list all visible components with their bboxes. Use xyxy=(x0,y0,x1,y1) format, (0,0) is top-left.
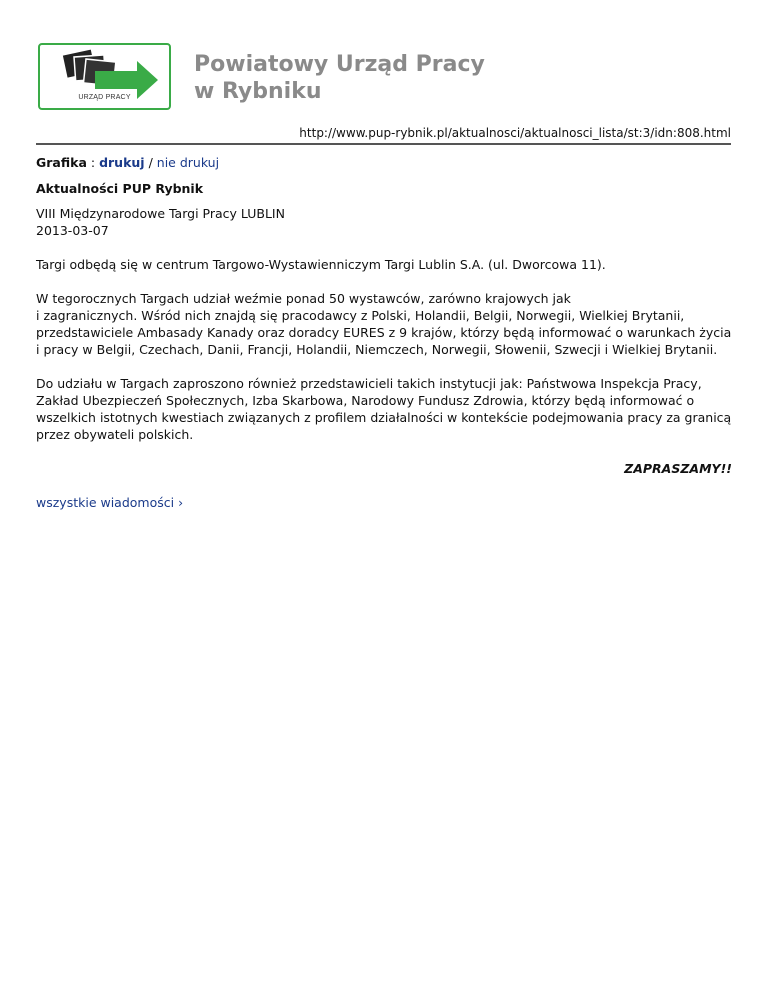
page-url: http://www.pup-rybnik.pl/aktualnosci/aktualnosci_lista/st:3/idn:808.html xyxy=(36,126,731,145)
brand-name xyxy=(194,51,485,105)
article-paragraph-2-line-1: W tegorocznych Targach udział weźmie ponad 50 wystawców, zarówno krajowych jak xyxy=(36,291,571,306)
article-title: VIII Międzynarodowe Targi Pracy LUBLIN xyxy=(36,206,285,221)
print-link[interactable]: drukuj xyxy=(99,155,145,170)
article-paragraph-3: Do udziału w Targach zaproszono również przedstawicieli takich instytucji jak: Państwowa Inspekcja Pracy, Zakład Ubezpieczeń Społecznych, Izba Skarbowa, Narodowy Fundusz Zdrowia, którzy będą informować o wszelkich istotnych kwestiach związanych z profilem działalności w kontekście podejmowania pracy za granicą przez obywateli polskich. xyxy=(36,376,732,442)
article-paragraph-2-rest: i zagranicznych. Wśród nich znajdą się pracodawcy z Polski, Holandii, Belgii, Norwegii, Wielkiej Brytanii, przedstawiciele Ambasady Kanady oraz doradcy EURES z 9 krajów, którzy będą informować o warunkach życia i pracy w Belgii, Czechach, Danii, Francji, Holandii, Niemczech, Norwegii, Słowenii, Szwecji i Wielkiej Brytanii. xyxy=(36,308,732,357)
all-news-link[interactable]: wszystkie wiadomości › xyxy=(36,495,184,510)
section-title: Aktualności PUP Rybnik xyxy=(36,181,204,196)
site-header xyxy=(38,43,738,115)
article-paragraph-2 xyxy=(36,290,732,358)
grafika-label: Grafika xyxy=(36,155,87,170)
no-print-link[interactable]: nie drukuj xyxy=(156,155,220,170)
brand-line-1: Powiatowy Urząd Pracy xyxy=(194,52,485,77)
brand-line-2: w Rybniku xyxy=(194,79,322,104)
article-date: 2013-03-07 xyxy=(36,223,109,238)
article-paragraph-1: Targi odbędą się w centrum Targowo-Wystawienniczym Targi Lublin S.A. (ul. Dworcowa 11). xyxy=(36,257,606,272)
grafika-separator: : xyxy=(90,155,96,170)
main-content xyxy=(36,154,732,511)
logo[interactable] xyxy=(38,43,171,110)
link-slash: / xyxy=(148,155,153,170)
article-closing: ZAPRASZAMY!! xyxy=(624,461,732,476)
logo-caption: URZĄD PRACY xyxy=(78,94,131,101)
print-options xyxy=(36,154,732,171)
